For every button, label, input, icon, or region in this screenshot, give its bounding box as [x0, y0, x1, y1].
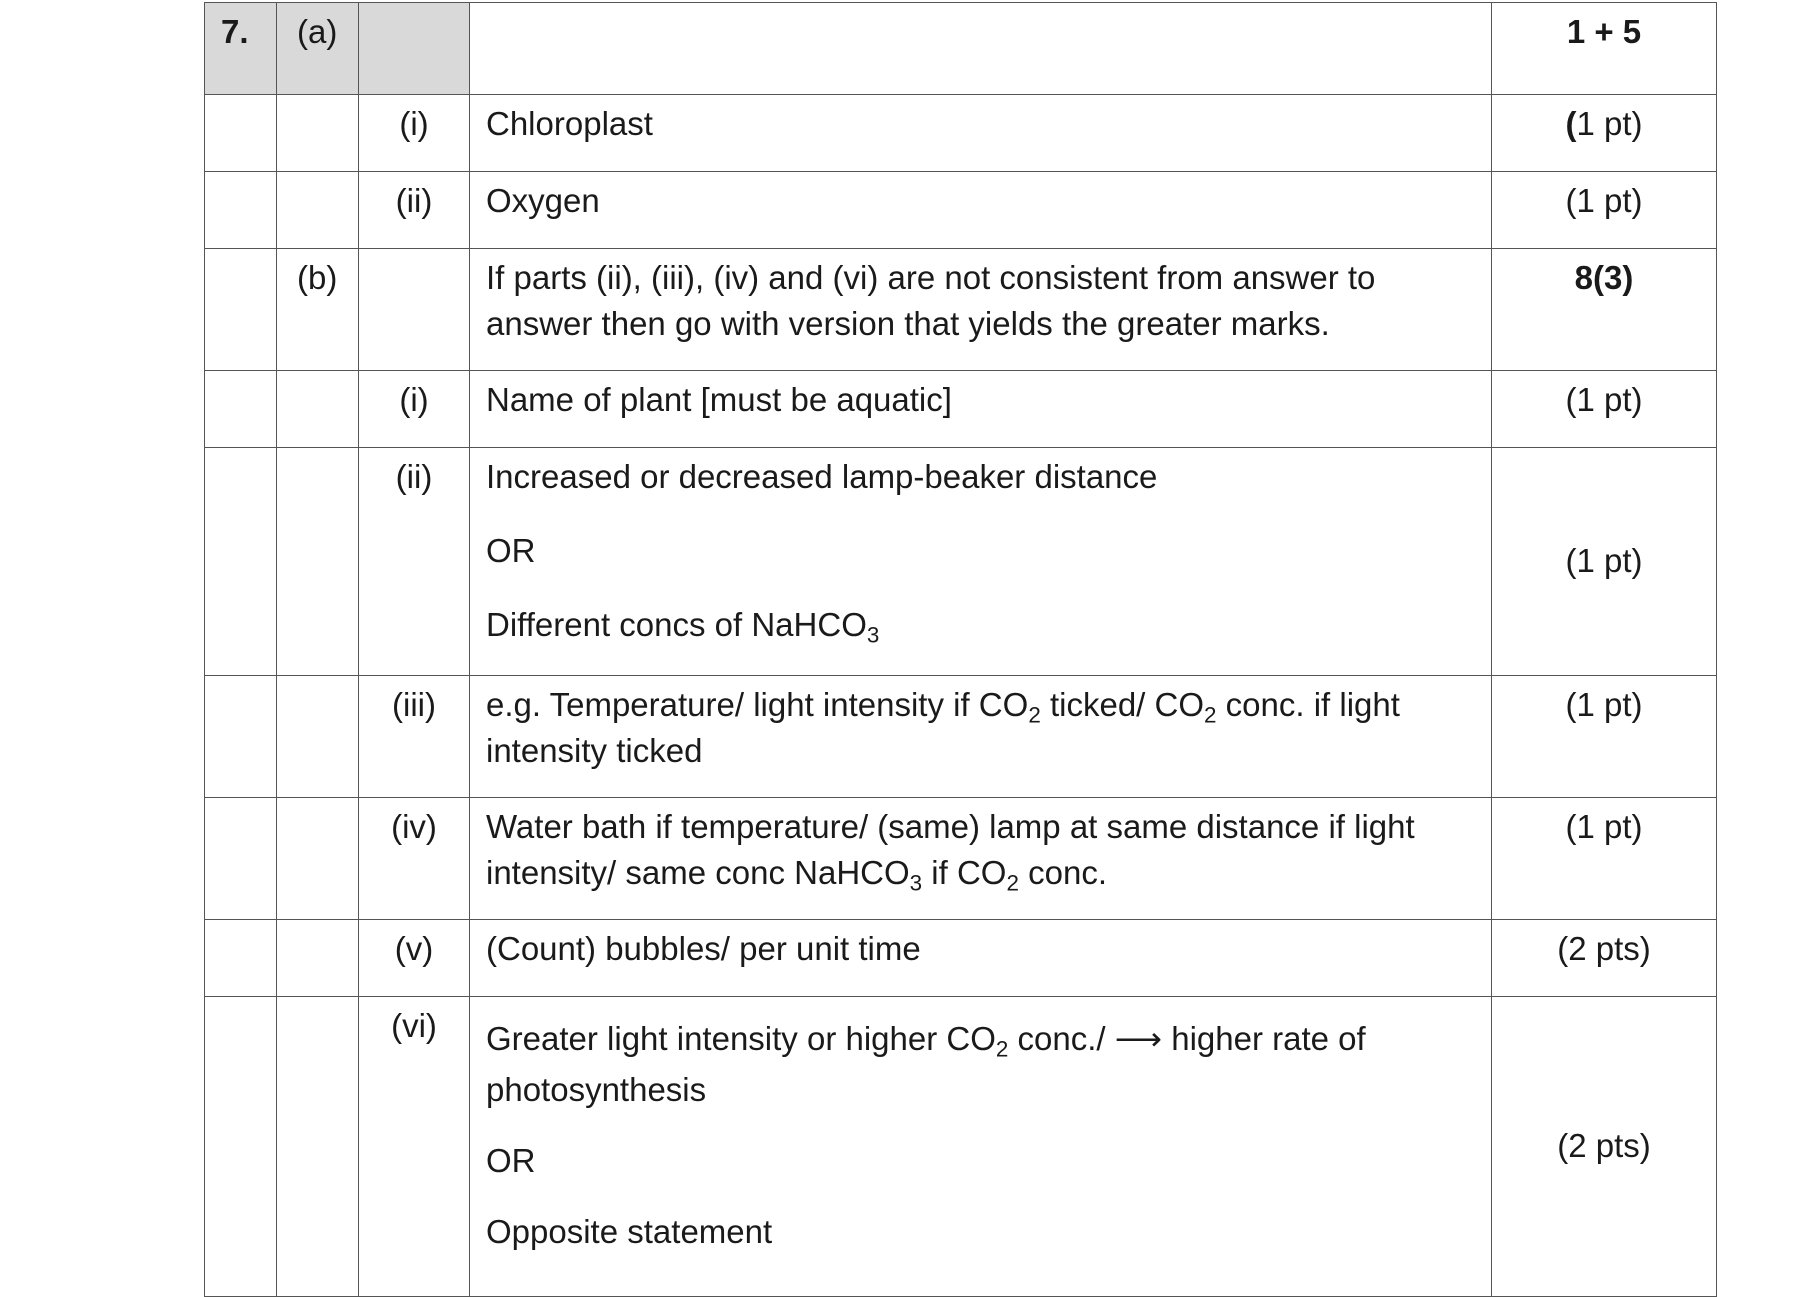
marks-cell: (1 pt) [1492, 172, 1717, 249]
or-text: OR [486, 1142, 536, 1180]
part-b-label: (b) [277, 249, 359, 371]
subpart-number: (iv) [359, 798, 470, 920]
answer-text: Chloroplast [470, 95, 1492, 172]
table-row [205, 95, 1717, 172]
or-text: OR [486, 532, 536, 570]
marks-cell: (1 pt) [1492, 371, 1717, 448]
table-row [205, 448, 1717, 676]
answer-text: e.g. Temperature/ light intensity if $CO_2$ ticked/ $CO_2$ conc. if light intensity ticked [470, 676, 1492, 798]
subpart-number: (ii) [359, 172, 470, 249]
marks-open-paren: ( [1565, 105, 1577, 142]
answer-text: Water bath if temperature/ (same) lamp at same distance if light intensity/ same conc NaHCO$_3$ if $CO_2$ conc. [470, 798, 1492, 920]
marks-cell: (2 pts) [1492, 997, 1717, 1297]
answer-line: Different concs of NaHCO$_3$ [486, 606, 880, 648]
question-number: 7. [205, 3, 277, 95]
answer-text: (Count) bubbles/ per unit time [470, 920, 1492, 997]
answer-text: Oxygen [470, 172, 1492, 249]
empty-answer-cell [470, 3, 1492, 95]
table-row [205, 997, 1717, 1297]
table-row [205, 371, 1717, 448]
marks-cell: (2 pts) [1492, 920, 1717, 997]
table-row [205, 676, 1717, 798]
answer-text: Name of plant [must be aquatic] [470, 371, 1492, 448]
subpart-number: (ii) [359, 448, 470, 676]
table-row [205, 920, 1717, 997]
table-row [205, 172, 1717, 249]
marks-cell: (1 pt) [1492, 676, 1717, 798]
answer-text: Greater light intensity or higher $CO_2$ conc./ ⟶ higher rate of photosynthesis OR Opposite statement [470, 997, 1492, 1297]
marks-cell [1492, 95, 1717, 172]
subpart-number: (v) [359, 920, 470, 997]
part-a-total-marks: 1 + 5 [1492, 3, 1717, 95]
answer-text [470, 448, 1492, 676]
marks-cell: (1 pt) [1492, 448, 1717, 676]
table-row [205, 798, 1717, 920]
table-row-7b [205, 249, 1717, 371]
subpart-number: (i) [359, 95, 470, 172]
marks-cell: (1 pt) [1492, 798, 1717, 920]
mark-scheme-table [204, 2, 1717, 1297]
part-a-label: (a) [277, 3, 359, 95]
marks-rest: 1 pt) [1576, 105, 1643, 142]
subpart-number: (iii) [359, 676, 470, 798]
consistency-note: If parts (ii), (iii), (iv) and (vi) are not consistent from answer to answer then go with version that yields the greater marks. [470, 249, 1492, 371]
answer-line: Opposite statement [486, 1213, 773, 1251]
answer-line: Increased or decreased lamp-beaker distance [486, 458, 1158, 495]
subpart-number: (vi) [359, 997, 470, 1297]
grey-cell [359, 3, 470, 95]
part-b-total-marks: 8(3) [1492, 249, 1717, 371]
subpart-number: (i) [359, 371, 470, 448]
table-row-7a [205, 3, 1717, 95]
